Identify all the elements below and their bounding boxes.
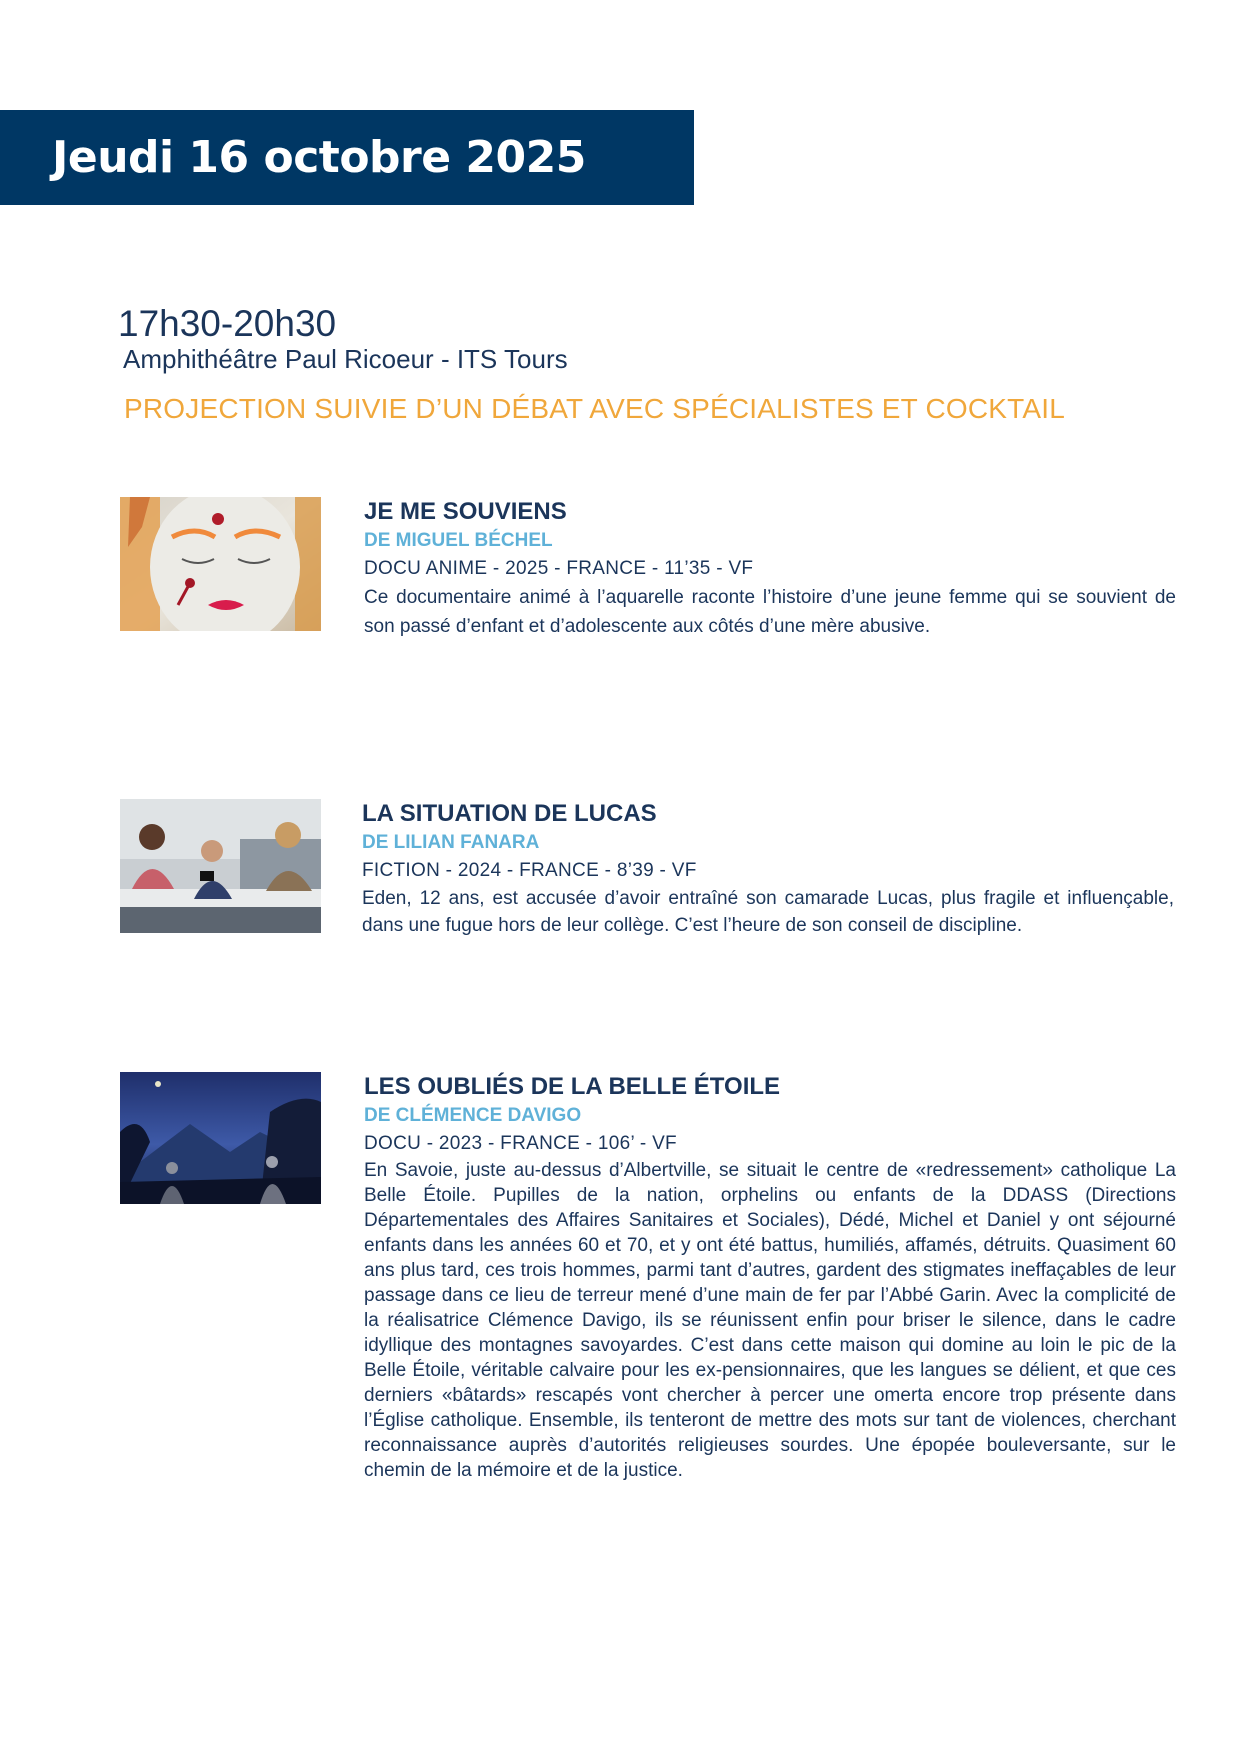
film-meta: FICTION - 2024 - FRANCE - 8’39 - VF <box>362 860 697 881</box>
film-thumbnail <box>120 799 321 933</box>
film-description: Eden, 12 ans, est accusée d’avoir entraîné son camarade Lucas, plus fragile et influençable, dans une fugue hors de leur collège. C’est l’heure de son conseil de discipline. <box>362 888 1174 936</box>
session-info <box>118 304 568 374</box>
film-meta: DOCU - 2023 - FRANCE - 106’ - VF <box>364 1133 677 1154</box>
film-title: LA SITUATION DE LUCAS <box>362 800 657 827</box>
film-director: DE LILIAN FANARA <box>362 832 540 853</box>
date-banner <box>0 110 694 205</box>
film-meta: DOCU ANIME - 2025 - FRANCE - 11’35 - VF <box>364 558 754 579</box>
film-director: DE CLÉMENCE DAVIGO <box>364 1105 582 1126</box>
film-info <box>362 799 1174 939</box>
film-title: JE ME SOUVIENS <box>364 498 567 525</box>
session-place: Amphithéâtre Paul Ricoeur - ITS Tours <box>123 344 568 374</box>
film-title: LES OUBLIÉS DE LA BELLE ÉTOILE <box>364 1073 781 1100</box>
session-time: 17h30-20h30 <box>118 303 337 344</box>
film-info <box>364 497 1176 641</box>
film-description: Ce documentaire animé à l’aquarelle raconte l’histoire d’une jeune femme qui se souvient de son passé d’enfant et d’adolescente aux côtés d’une mère abusive. <box>364 587 1176 637</box>
film-thumbnail <box>120 497 321 631</box>
film-description: En Savoie, juste au-dessus d’Albertville, se situait le centre de «redressement» catholique La Belle Étoile. Pupilles de la nation, orphelins ou enfants de la DDASS (Directions Départementales des Affaires Sanitaires et Sociales), Dédé, Michel et Daniel y ont séjourné enfants dans les années 60 et 70, et y ont été battus, humiliés, affamés, détruits. Quasiment 60 ans plus tard, ces trois hommes, parmi tant d’autres, gardent des stigmates ineffaçables de leur passage dans ce lieu de terreur mené d’une main de fer par l’Abbé Garin. Avec la complicité de la réalisatrice Clémence Davigo, ils se réunissent enfin pour briser le silence, dans le cadre idyllique des montagnes savoyardes. C’est dans cette maison qui domine au loin le pic de la Belle Étoile, véritable calvaire pour les ex-pensionnaires, que les langues se délient, et que ces derniers «bâtards» rescapés vont chercher à percer une omerta encore trop présente dans l’Église catholique. Ensemble, ils tenteront de mettre des mots sur tant de violences, cherchant reconnaissance auprès d’autorités religieuses sourdes. Une épopée bouleversante, sur le chemin de la mémoire et de la justice. <box>364 1160 1176 1481</box>
film-thumbnail <box>120 1072 321 1204</box>
film-director: DE MIGUEL BÉCHEL <box>364 530 553 551</box>
session-subtitle: PROJECTION SUIVIE D’UN DÉBAT AVEC SPÉCIALISTES ET COCKTAIL <box>124 393 1066 424</box>
film-info <box>364 1072 1176 1483</box>
page-title: Jeudi 16 octobre 2025 <box>52 132 586 183</box>
